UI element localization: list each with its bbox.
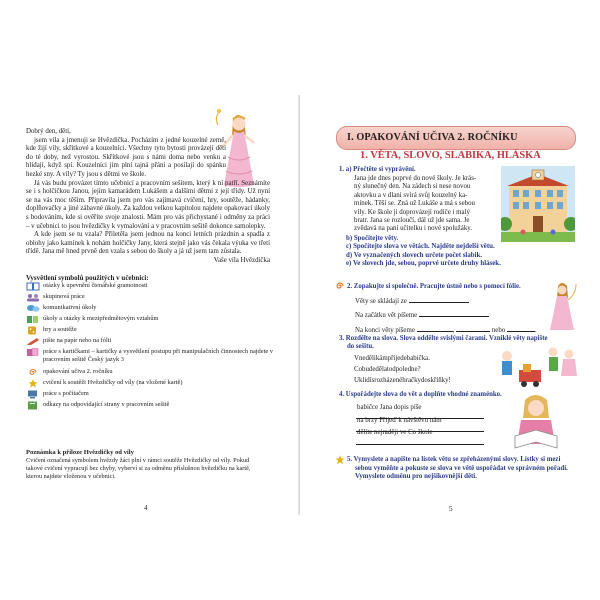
intro-paragraph: jsem víla a jmenuji se Hvězdička. Pocházím z jedné kouzelné země, kde žijí víly, skřítkové a kouzelníci. Všechny tyto bytosti provázejí děti do té doby, než vyrostou. Skřítkové jsou s námi doma nebo venku a hlídají, když spí. Kouzelníci jim plní tajná přání a posílají do spánku hezké sny. A víly? Ty jsou s dětmi ve škole. xyxy=(26,136,226,178)
story-text: Jana jde dnes poprvé do nové školy. Je krás- ný slunečný den. Na zádech si nese novou aktovku a v dlani svírá svůj kouzelný ka- mínek. Těší se. Zná už Lukáše a má s sebou víly. Ke škole ji doprovázejí rodiče i malý bratr. Jana se rozloučí, dál už jde sama. Je zvědavá na paní učitelku i nové spolužáky. xyxy=(354,175,477,233)
legend-item: skupinová práce xyxy=(26,293,276,304)
task-2-label: 2. Zopakujte si společně. Pracujte ústně nebo s pomocí fólie. xyxy=(347,283,521,290)
group-icon xyxy=(26,293,40,302)
legend-item: cvičení k soutěži Hvězdičky od víly (na vložené kartě) xyxy=(26,379,276,390)
left-page xyxy=(0,0,299,600)
legend-item: úkoly a otázky k mezipředmětovým vztahům xyxy=(26,315,276,326)
workbook-icon xyxy=(26,401,40,410)
fill-blank[interactable] xyxy=(417,325,453,332)
legend-item: pište na papír nebo na fólii xyxy=(26,337,276,348)
chapter-banner xyxy=(336,126,576,150)
task-1-label: 1. a) Přečtěte si vyprávění. xyxy=(339,166,416,173)
legend-title: Vysvětlení symbolů použitých v učebnici: xyxy=(26,274,149,282)
task-1-subtasks: b) Spočítejte věty. c) Spočítejte slova ve větách. Najděte nejdelší větu. d) Ve vyznačených slovech určete počet slabik. e) Ve slovech jde, sebou, poprvé určete druhy hlásek. xyxy=(346,235,501,268)
fill-blank[interactable] xyxy=(456,325,490,332)
intro-letter xyxy=(26,128,270,266)
section-title: 1. VĚTA, SLOVO, SLABIKA, HLÁSKA xyxy=(360,150,541,161)
pencil-icon xyxy=(26,337,40,346)
task-4-sentences: babičce Jana dopis píše na brzy Přijeď k návštěvu nám dělíte nejraději ve Co škole xyxy=(357,404,442,436)
answer-line[interactable] xyxy=(356,438,484,445)
star-icon xyxy=(335,455,345,465)
task-5-label: 5. Vymyslete a napište na lístek větu se zpřeházenými slovy. Lístky si mezi xyxy=(347,456,561,463)
chapter-title: I. OPAKOVÁNÍ UČIVA 2. ROČNÍKU xyxy=(347,132,518,143)
school-building-illustration xyxy=(501,166,575,242)
task-5-text: sebou vyměňte a pokuste se slova ve větě uspořádat ve správném pořadí. Vymyslete odměnu pro nejšikovnější děti. xyxy=(355,465,568,481)
answer-line[interactable] xyxy=(356,412,484,419)
legend-item: otázky k upevnění čtenářské gramotnosti xyxy=(26,282,276,293)
task-1 xyxy=(339,166,416,174)
intro-paragraph: Já vás budu provázet tímto učebnicí a pracovním sešitem, který k ní patří. Seznámíte se i s holčičkou Janou, jejím kamarádem Lukášem a dalšími dětmi z její třídy. Už nyní se na vás moc těším. Připravila jsem pro vás zajímavá cvičení, hry, soutěže, hádanky, doplňovačky a jiné zábavné úkoly. Za každou velkou kapitolou najdete opakovací úkoly s bodováním, kde si ověříte svoje znalosti. Mám pro vás přichystané i odměny za práci – v učebnici to jsou hvězdičky k vymalování a v pracovním sešitě dokonce samolepky. xyxy=(26,179,270,230)
legend-item: práce s počítačem xyxy=(26,390,276,401)
fill-blank[interactable] xyxy=(419,310,489,317)
page-number: 5 xyxy=(449,505,453,513)
note-title: Poznámka k příloze Hvězdičky od víly xyxy=(26,449,134,456)
computer-icon xyxy=(26,390,40,399)
star-icon xyxy=(26,379,40,388)
legend-item: práce s kartičkami – kartičky a vysvětlení postupu při manipulačních činnostech najdete v pracovním sešitě Český jazyk 3 xyxy=(26,348,276,368)
fill-blank[interactable] xyxy=(507,325,535,332)
intro-paragraph: A kde jsem se tu vzala? Přiletěla jsem jednou na konci letních prázdnin a spadla z oblohy jako kamínek k nohám holčičky Jany, která stejně jako vás čekala výuka ve třetí třídě. Jana mě hned prvně den vzala s sebou do školy a já už jsem tam zůstala. xyxy=(26,231,270,256)
note-text: Cvičení označená symbolem hvězdy žáci plní v rámci soutěže Hvězdičky od víly. Pokud takové cvičení vypracují bez chyby, vyberví si za odměnu příslušnou hvězdičku na kartě, kterou najdete vloženou v učebnici. xyxy=(26,457,251,480)
fairy-illustration xyxy=(546,280,578,332)
greeting: Dobrý den, děti, xyxy=(26,128,71,135)
girl-reading-illustration xyxy=(505,392,567,452)
book-icon xyxy=(26,282,40,291)
symbol-legend xyxy=(26,282,276,412)
legend-item: opakování učiva 2. ročníku xyxy=(26,368,276,379)
spiral-icon xyxy=(26,368,40,377)
cards-icon xyxy=(26,348,40,357)
toys-illustration xyxy=(497,344,579,388)
legend-item: komunikativní úkoly xyxy=(26,304,276,315)
answer-line[interactable] xyxy=(356,425,484,432)
legend-item: odkazy na odpovídající strany v pracovním sešitě xyxy=(26,401,276,412)
puzzle-icon xyxy=(26,315,40,324)
task-3-label: 3. Rozdělte na slova. Slova oddělte svislými čarami. Vzniklé věty napište do sešitu. xyxy=(339,335,548,351)
fill-blank[interactable] xyxy=(409,296,469,303)
task-4-label: 4. Uspořádejte slova do vět a doplňte vhodné znaménko. xyxy=(339,391,502,398)
task-3-sentences: Vnedělikámpřijedebabička. Cobudedělatodpoledne? Uklidísrozházenéhračkydoskříňky! xyxy=(354,355,451,384)
page-number: 4 xyxy=(144,504,148,512)
dice-icon xyxy=(26,326,40,335)
legend-item: hry a soutěže xyxy=(26,326,276,337)
chat-icon xyxy=(26,304,40,313)
signature: Vaše víla Hvězdička xyxy=(213,256,270,264)
task-2-fill-lines: Věty se skládají ze Na začátku vět píšeme Na konci věty píšeme , nebo . xyxy=(355,298,537,334)
spiral-icon xyxy=(335,281,345,291)
